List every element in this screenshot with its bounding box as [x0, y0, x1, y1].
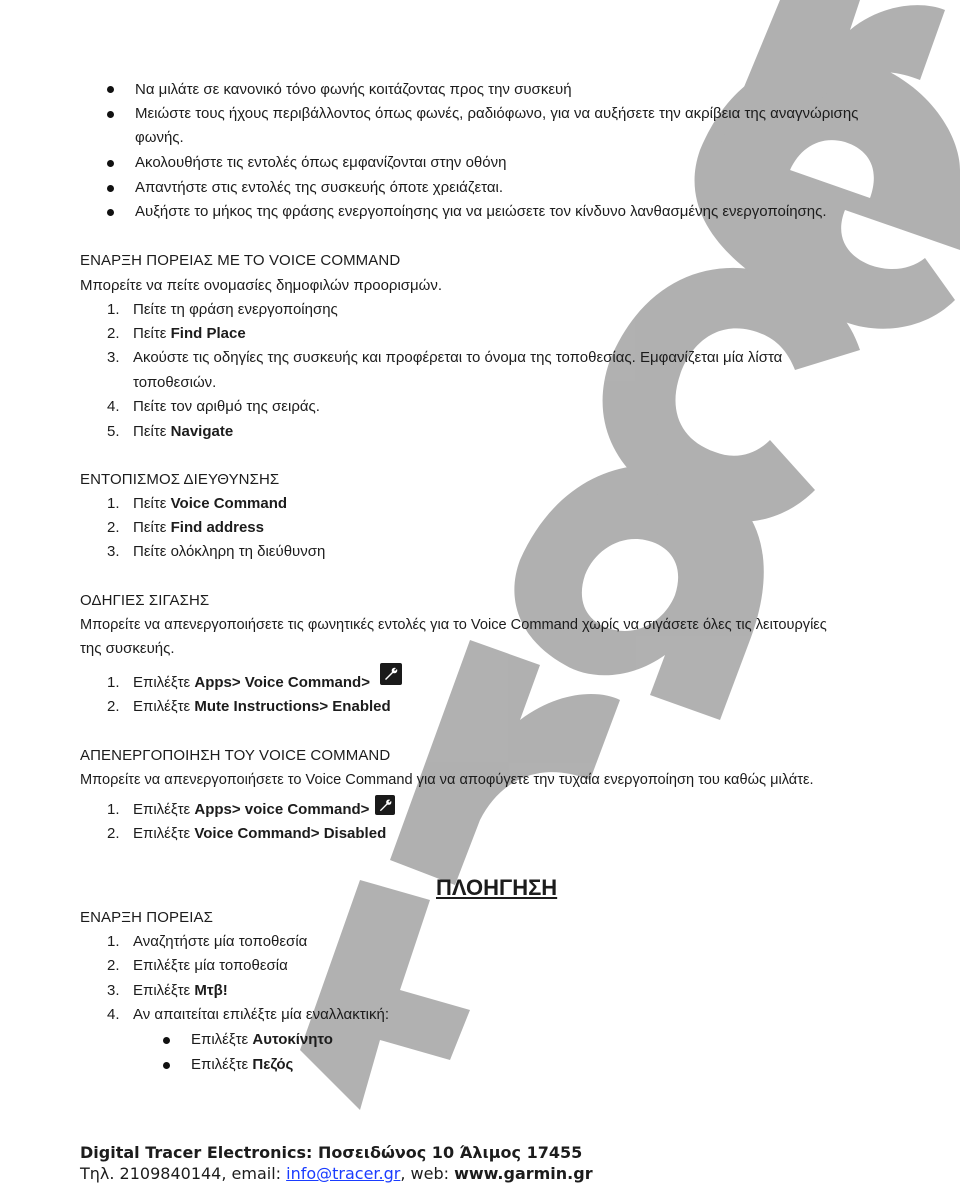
- step-item: 2. Πείτε Find address: [107, 519, 264, 536]
- step-item-continuation: τοποθεσιών.: [133, 374, 217, 391]
- option-item: Επιλέξτε Πεζός: [191, 1056, 294, 1073]
- section-title-start-route: ΕΝΑΡΞΗ ΠΟΡΕΙΑΣ ΜΕ ΤΟ VOICE COMMAND: [80, 252, 401, 269]
- step-item: 1. Επιλέξτε Apps> voice Command>: [107, 801, 370, 818]
- wrench-icon: [375, 795, 395, 815]
- bullet-icon: [107, 185, 114, 192]
- tip-item-continuation: φωνής.: [135, 129, 184, 146]
- step-item: 3. Πείτε ολόκληρη τη διεύθυνση: [107, 543, 326, 560]
- bullet-icon: [107, 209, 114, 216]
- bullet-icon: [163, 1037, 170, 1044]
- section-intro-continuation: της συσκευής.: [80, 640, 175, 657]
- section-title-address: ΕΝΤΟΠΙΣΜΟΣ ΔΙΕΥΘΥΝΣΗΣ: [80, 471, 280, 488]
- step-item: 1. Αναζητήστε μία τοποθεσία: [107, 933, 308, 950]
- section-intro: Μπορείτε να απενεργοποιήσετε το Voice Command για να αποφύγετε την τυχαία ενεργοποίηση του καθώς μιλάτε.: [80, 772, 814, 788]
- step-item: 3. Επιλέξτε Μτβ!: [107, 982, 228, 999]
- footer-contact: Τηλ. 2109840144, email: info@tracer.gr, web: www.garmin.gr: [80, 1164, 593, 1183]
- tip-item: Απαντήστε στις εντολές της συσκευής όποτε χρειάζεται.: [135, 179, 504, 196]
- navigation-heading: ΠΛΟΗΓΗΣΗ: [436, 875, 558, 900]
- step-item: 1. Επιλέξτε Apps> Voice Command>: [107, 674, 370, 691]
- step-item: 3. Ακούστε τις οδηγίες της συσκευής και προφέρεται το όνομα της τοποθεσίας. Εμφανίζεται μία λίστα: [107, 349, 783, 366]
- bullet-icon: [107, 160, 114, 167]
- step-item: 5. Πείτε Navigate: [107, 423, 234, 440]
- step-item: 4. Πείτε τον αριθμό της σειράς.: [107, 398, 320, 415]
- tip-item: Μειώστε τους ήχους περιβάλλοντος όπως φωνές, ραδιόφωνο, για να αυξήσετε την ακρίβεια της αναγνώρισης: [135, 105, 859, 122]
- step-item: 2. Επιλέξτε μία τοποθεσία: [107, 957, 288, 974]
- option-item: Επιλέξτε Αυτοκίνητο: [191, 1031, 333, 1048]
- step-item: 2. Επιλέξτε Mute Instructions> Enabled: [107, 698, 391, 715]
- section-intro: Μπορείτε να πείτε ονομασίες δημοφιλών προορισμών.: [80, 277, 443, 294]
- step-item: 2. Επιλέξτε Voice Command> Disabled: [107, 825, 387, 842]
- web-link[interactable]: www.garmin.gr: [454, 1164, 593, 1183]
- bullet-icon: [163, 1062, 170, 1069]
- tip-item: Ακολουθήστε τις εντολές όπως εμφανίζονται στην οθόνη: [135, 154, 507, 171]
- step-item: 1. Πείτε Voice Command: [107, 495, 288, 512]
- bullet-icon: [107, 86, 114, 93]
- tip-item: Να μιλάτε σε κανονικό τόνο φωνής κοιτάζοντας προς την συσκευή: [135, 81, 572, 98]
- bullet-icon: [107, 111, 114, 118]
- tip-item: Αυξήστε το μήκος της φράσης ενεργοποίησης για να μειώσετε τον κίνδυνο λανθασμένης ενεργοποίησης.: [135, 203, 827, 220]
- section-intro: Μπορείτε να απενεργοποιήσετε τις φωνητικές εντολές για το Voice Command χωρίς να σιγάσετε όλες τις λειτουργίες: [80, 617, 827, 633]
- footer-company: Digital Tracer Electronics: Ποσειδώνος 10 Άλιμος 17455: [80, 1143, 583, 1162]
- section-title-start-route-nav: ΕΝΑΡΞΗ ΠΟΡΕΙΑΣ: [80, 909, 213, 926]
- step-item: 4. Αν απαιτείται επιλέξτε μία εναλλακτική:: [107, 1006, 389, 1023]
- step-item: 2. Πείτε Find Place: [107, 325, 246, 342]
- step-item: 1. Πείτε τη φράση ενεργοποίησης: [107, 301, 338, 318]
- email-link[interactable]: info@tracer.gr: [286, 1164, 401, 1183]
- section-title-mute: ΟΔΗΓΙΕΣ ΣΙΓΑΣΗΣ: [80, 592, 210, 609]
- section-title-disable: ΑΠΕΝΕΡΓΟΠΟΙΗΣΗ ΤΟΥ VOICE COMMAND: [80, 747, 391, 764]
- wrench-icon: [380, 663, 402, 685]
